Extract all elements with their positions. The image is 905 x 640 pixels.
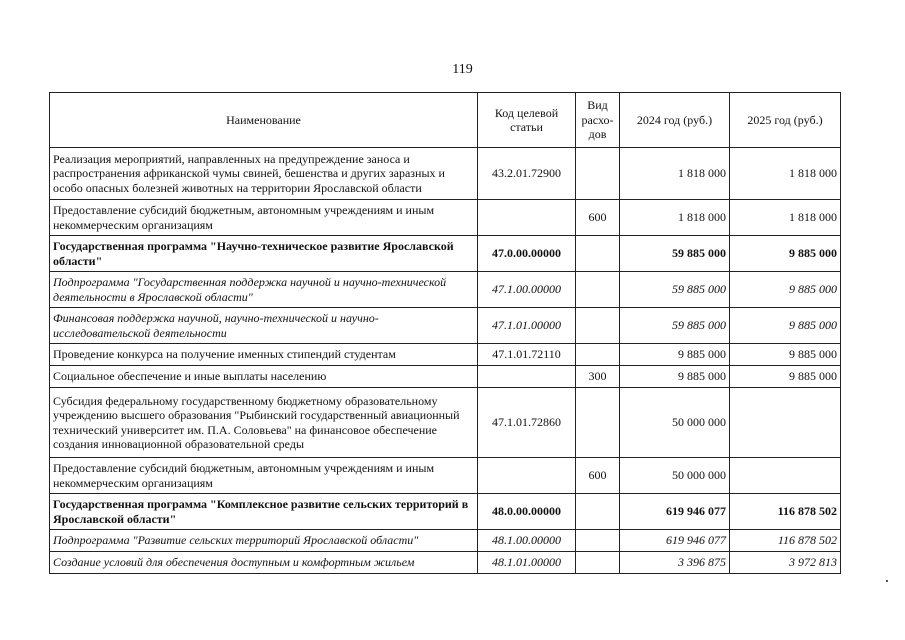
- row-name-cell: Государственная программа "Научно-техническое развитие Ярославской области": [50, 236, 478, 272]
- row-kind-cell: 600: [576, 200, 620, 236]
- row-code-cell: 48.1.01.00000: [478, 552, 576, 574]
- row-code-cell: 47.1.01.72860: [478, 388, 576, 458]
- row-2024-cell: 619 946 077: [620, 494, 730, 530]
- row-code-cell: [478, 366, 576, 388]
- row-kind-cell: [576, 530, 620, 552]
- row-2025-cell: 116 878 502: [730, 494, 841, 530]
- row-name-cell: Создание условий для обеспечения доступным и комфортным жильем: [50, 552, 478, 574]
- table-row: [50, 308, 841, 344]
- row-code-cell: 47.1.01.72110: [478, 344, 576, 366]
- table-row: [50, 458, 841, 494]
- row-2025-cell: 116 878 502: [730, 530, 841, 552]
- row-kind-cell: 600: [576, 458, 620, 494]
- row-code-cell: [478, 200, 576, 236]
- row-2024-cell: 619 946 077: [620, 530, 730, 552]
- header-kind: Вид расхо-дов: [576, 93, 620, 148]
- page-number: 119: [452, 62, 473, 77]
- row-2024-cell: 59 885 000: [620, 236, 730, 272]
- row-name-cell: Реализация мероприятий, направленных на предупреждение заноса и распространения африканской чумы свиней, бешенства и других заразных и особо опасных болезней животных на территории Ярославской области: [50, 148, 478, 200]
- row-2024-cell: 1 818 000: [620, 148, 730, 200]
- budget-table: [49, 92, 841, 574]
- header-2024: 2024 год (руб.): [620, 93, 730, 148]
- row-kind-cell: [576, 388, 620, 458]
- table-row: [50, 272, 841, 308]
- table-row: [50, 494, 841, 530]
- row-code-cell: 47.1.00.00000: [478, 272, 576, 308]
- row-name-cell: Субсидия федеральному государственному бюджетному образовательному учреждению высшего образования "Рыбинский государственный авиационный технический университет им. П.А. Соловьева" на финансовое обеспечение создания инновационной образовательной среды: [50, 388, 478, 458]
- table-row: [50, 236, 841, 272]
- scan-speck: [886, 580, 888, 582]
- table-row: [50, 552, 841, 574]
- row-2025-cell: 9 885 000: [730, 272, 841, 308]
- row-name-cell: Предоставление субсидий бюджетным, автономным учреждениям и иным некоммерческим организациям: [50, 458, 478, 494]
- row-name-cell: Финансовая поддержка научной, научно-технической и научно-исследовательской деятельности: [50, 308, 478, 344]
- row-2025-cell: 9 885 000: [730, 236, 841, 272]
- row-name-cell: Подпрограмма "Развитие сельских территорий Ярославской области": [50, 530, 478, 552]
- table-body: [50, 148, 841, 574]
- table-row: [50, 200, 841, 236]
- row-2024-cell: 59 885 000: [620, 272, 730, 308]
- header-code: Код целевой статьи: [478, 93, 576, 148]
- row-code-cell: 48.1.00.00000: [478, 530, 576, 552]
- row-code-cell: [478, 458, 576, 494]
- row-2025-cell: 1 818 000: [730, 200, 841, 236]
- table-row: [50, 530, 841, 552]
- row-2025-cell: 9 885 000: [730, 366, 841, 388]
- row-kind-cell: [576, 308, 620, 344]
- row-2024-cell: 3 396 875: [620, 552, 730, 574]
- table-row: [50, 148, 841, 200]
- row-code-cell: 43.2.01.72900: [478, 148, 576, 200]
- row-kind-cell: [576, 236, 620, 272]
- table-row: [50, 388, 841, 458]
- row-2025-cell: [730, 388, 841, 458]
- table-row: [50, 344, 841, 366]
- row-kind-cell: [576, 494, 620, 530]
- row-2024-cell: 50 000 000: [620, 388, 730, 458]
- row-name-cell: Социальное обеспечение и иные выплаты населению: [50, 366, 478, 388]
- row-name-cell: Подпрограмма "Государственная поддержка научной и научно-технической деятельности в Ярославской области": [50, 272, 478, 308]
- row-kind-cell: [576, 272, 620, 308]
- row-name-cell: Государственная программа "Комплексное развитие сельских территорий в Ярославской области": [50, 494, 478, 530]
- row-2025-cell: 9 885 000: [730, 344, 841, 366]
- row-code-cell: 48.0.00.00000: [478, 494, 576, 530]
- row-2024-cell: 9 885 000: [620, 344, 730, 366]
- row-2024-cell: 1 818 000: [620, 200, 730, 236]
- table-header: [50, 93, 841, 148]
- header-name: Наименование: [50, 93, 478, 148]
- row-2025-cell: [730, 458, 841, 494]
- row-2025-cell: 9 885 000: [730, 308, 841, 344]
- header-row: [50, 93, 841, 148]
- row-code-cell: 47.1.01.00000: [478, 308, 576, 344]
- table-row: [50, 366, 841, 388]
- row-kind-cell: 300: [576, 366, 620, 388]
- row-kind-cell: [576, 552, 620, 574]
- row-kind-cell: [576, 148, 620, 200]
- row-2025-cell: 1 818 000: [730, 148, 841, 200]
- row-name-cell: Предоставление субсидий бюджетным, автономным учреждениям и иным некоммерческим организациям: [50, 200, 478, 236]
- row-2024-cell: 9 885 000: [620, 366, 730, 388]
- row-kind-cell: [576, 344, 620, 366]
- header-2025: 2025 год (руб.): [730, 93, 841, 148]
- row-2024-cell: 59 885 000: [620, 308, 730, 344]
- row-code-cell: 47.0.00.00000: [478, 236, 576, 272]
- row-name-cell: Проведение конкурса на получение именных стипендий студентам: [50, 344, 478, 366]
- row-2025-cell: 3 972 813: [730, 552, 841, 574]
- row-2024-cell: 50 000 000: [620, 458, 730, 494]
